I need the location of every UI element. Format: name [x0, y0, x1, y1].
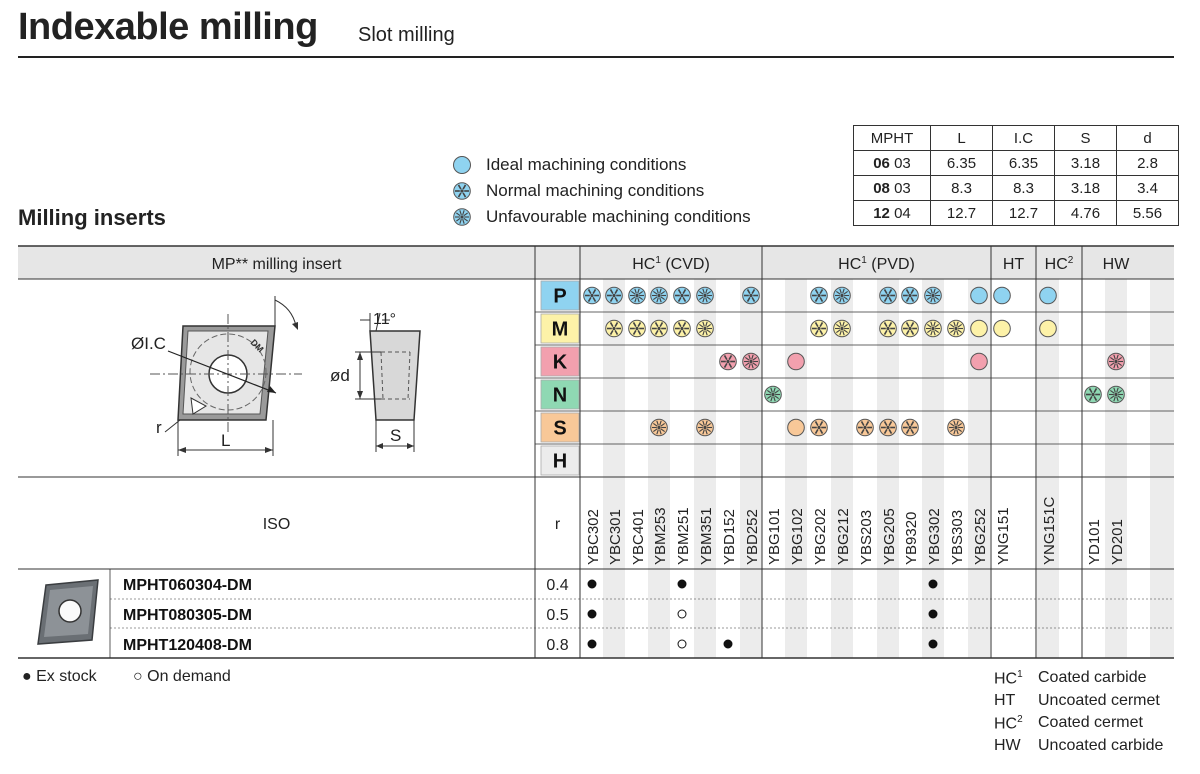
grade-label: YBD252: [744, 509, 761, 565]
ideal-circle-icon: [994, 287, 1011, 304]
diagram-label-ic: ØI.C: [131, 334, 166, 353]
ideal-circle-icon: [994, 320, 1011, 337]
note-row: HT Uncoated cermet: [994, 692, 1160, 709]
normal-flower-icon: [606, 287, 623, 304]
normal-flower-icon: [880, 320, 897, 337]
grade-label: YNG151: [995, 507, 1012, 565]
grade-label: YBC301: [607, 509, 624, 565]
insert-radius: 0.4: [546, 577, 569, 594]
grade-label: YBM351: [698, 507, 715, 565]
dims-header: S: [1055, 126, 1117, 151]
normal-flower-icon: [902, 287, 919, 304]
normal-flower-icon: [811, 320, 828, 337]
unfavourable-flower-icon: [925, 287, 942, 304]
diagram-label-s: S: [390, 426, 402, 445]
ex-stock-dot: [588, 640, 596, 648]
ex-stock-dot: [588, 580, 596, 588]
ex-stock-dot: [929, 580, 937, 588]
normal-flower-icon: [1085, 386, 1102, 403]
grade-label: YNG151C: [1041, 496, 1058, 565]
normal-flower-icon: [902, 419, 919, 436]
note-row: HW Uncoated carbide: [994, 737, 1164, 754]
normal-flower-icon: [674, 320, 691, 337]
dims-header: I.C: [993, 126, 1055, 151]
grade-label: YBG212: [835, 508, 852, 565]
diagram-label-r: r: [156, 418, 162, 437]
unfavourable-flower-icon: [948, 320, 965, 337]
svg-text:DM: DM: [248, 337, 266, 355]
dims-cell: 6.35: [993, 151, 1055, 176]
diagram-label-angle: 11°: [373, 311, 397, 328]
note-row: $HC^1$ Coated carbide: [994, 669, 1147, 688]
grade-label: YBG202: [812, 508, 829, 565]
normal-flower-icon: [651, 320, 668, 337]
unfavourable-flower-icon: [651, 287, 668, 304]
ex-stock-dot: [929, 610, 937, 618]
on-demand-circle-icon: ○: [133, 668, 143, 685]
unfavourable-flower-icon: [948, 419, 965, 436]
unfavourable-flower-icon: [651, 419, 668, 436]
ideal-circle-icon: [1040, 287, 1057, 304]
unfavourable-flower-icon: [743, 353, 760, 370]
dims-cell: 2.8: [1117, 151, 1179, 176]
normal-flower-icon: [606, 320, 623, 337]
dims-header: L: [931, 126, 993, 151]
unfavourable-flower-icon: [697, 320, 714, 337]
normal-flower-icon: [880, 419, 897, 436]
ex-stock-dot: [588, 610, 596, 618]
insert-radius: 0.8: [546, 637, 569, 654]
dims-cell: 12.7: [931, 201, 993, 226]
dims-cell: 8.3: [993, 176, 1055, 201]
insert-code: MPHT060304-DM: [123, 577, 252, 594]
unfavourable-flower-icon: [925, 320, 942, 337]
dims-cell: 4.76: [1055, 201, 1117, 226]
dims-cell: 8.3: [931, 176, 993, 201]
normal-flower-icon: [720, 353, 737, 370]
dims-header: MPHT: [854, 126, 931, 151]
grade-label: YBD152: [721, 509, 738, 565]
grade-label: YBM251: [675, 507, 692, 565]
note-row: $HC^2$ Coated cermet: [994, 714, 1143, 733]
insert-radius: 0.5: [546, 607, 569, 624]
on-demand-circle: [678, 640, 686, 648]
grade-label: YBS303: [949, 509, 966, 565]
grade-label: YBG205: [881, 508, 898, 565]
grade-label: YB9320: [903, 511, 920, 565]
material-label: M: [551, 318, 569, 341]
section-title: Milling inserts: [18, 205, 166, 230]
grade-label: YBG102: [789, 508, 806, 565]
material-label: P: [553, 285, 567, 308]
stock-legend-ex: [22, 668, 97, 686]
normal-flower-icon: [857, 419, 874, 436]
page-subtitle: Slot milling: [358, 24, 455, 46]
ideal-circle-icon: [1040, 320, 1057, 337]
unfavourable-flower-icon: [629, 287, 646, 304]
normal-flower-icon: [743, 287, 760, 304]
insert-header: MP** milling insert: [211, 256, 342, 273]
grade-label: YBC302: [585, 509, 602, 565]
group-header: HT: [1002, 256, 1025, 273]
dims-cell: 5.56: [1117, 201, 1179, 226]
dims-cell: 6.35: [931, 151, 993, 176]
unfavourable-flower-icon: [834, 320, 851, 337]
dims-cell: 3.18: [1055, 176, 1117, 201]
on-demand-circle: [678, 610, 686, 618]
ideal-circle-icon: [971, 287, 988, 304]
iso-label: ISO: [262, 516, 291, 533]
page-title: Indexable milling: [18, 6, 318, 48]
dims-header: d: [1117, 126, 1179, 151]
group-header: HW: [1102, 256, 1130, 273]
r-label: r: [554, 516, 561, 533]
diagram-label-d: ød: [330, 366, 350, 385]
material-label: H: [552, 450, 568, 473]
grade-label: YBG302: [926, 508, 943, 565]
normal-flower-icon: [674, 287, 691, 304]
unfavourable-flower-icon: [1108, 386, 1125, 403]
material-label: N: [552, 384, 568, 407]
grade-label: YBG101: [766, 508, 783, 565]
ex-stock-dot: [678, 580, 686, 588]
dims-size: 08 03: [854, 176, 931, 201]
normal-flower-icon: [629, 320, 646, 337]
ex-stock-dot-icon: ●: [22, 668, 32, 685]
grade-label: YD201: [1109, 519, 1126, 565]
unfavourable-flower-icon: [697, 287, 714, 304]
dims-size: 12 04: [854, 201, 931, 226]
normal-flower-icon: [584, 287, 601, 304]
normal-flower-icon: [880, 287, 897, 304]
insert-code: MPHT080305-DM: [123, 607, 252, 624]
legend-label: Unfavourable machining conditions: [486, 207, 751, 226]
unfavourable-flower-icon: [834, 287, 851, 304]
insert-side-view-diagram: [330, 311, 420, 452]
dims-cell: 3.4: [1117, 176, 1179, 201]
ideal-circle-icon: [788, 419, 805, 436]
grade-label: YBS203: [858, 509, 875, 565]
material-label: S: [553, 417, 567, 440]
ex-stock-label: Ex stock: [36, 668, 97, 685]
grade-label: YD101: [1086, 519, 1103, 565]
group-header: $HC^2$: [1044, 255, 1074, 273]
ex-stock-dot: [724, 640, 732, 648]
on-demand-label: On demand: [147, 668, 231, 685]
ideal-circle-icon: [788, 353, 805, 370]
unfavourable-flower-icon: [765, 386, 782, 403]
legend-label: Ideal machining conditions: [486, 155, 687, 174]
dims-size: 06 03: [854, 151, 931, 176]
dims-cell: 3.18: [1055, 151, 1117, 176]
group-header: $HC^1$ (CVD): [632, 255, 710, 273]
dims-cell: 12.7: [993, 201, 1055, 226]
grade-label: YBC401: [630, 509, 647, 565]
diagram-label-l: L: [221, 431, 231, 450]
ex-stock-dot: [929, 640, 937, 648]
normal-flower-icon: [811, 419, 828, 436]
unfavourable-flower-icon: [1108, 353, 1125, 370]
insert-photo: [38, 580, 98, 644]
normal-flower-icon: [902, 320, 919, 337]
normal-flower-icon: [811, 287, 828, 304]
stock-legend-demand: [133, 668, 231, 686]
grade-label: YBM253: [652, 507, 669, 565]
insert-top-view-diagram: [131, 296, 302, 456]
group-header: $HC^1$ (PVD): [838, 255, 915, 273]
ideal-circle-icon: [971, 320, 988, 337]
grade-label: YBG252: [972, 508, 989, 565]
ideal-circle-icon: [971, 353, 988, 370]
insert-code: MPHT120408-DM: [123, 637, 252, 654]
material-label: K: [552, 351, 568, 374]
legend-label: Normal machining conditions: [486, 181, 705, 200]
unfavourable-flower-icon: [697, 419, 714, 436]
